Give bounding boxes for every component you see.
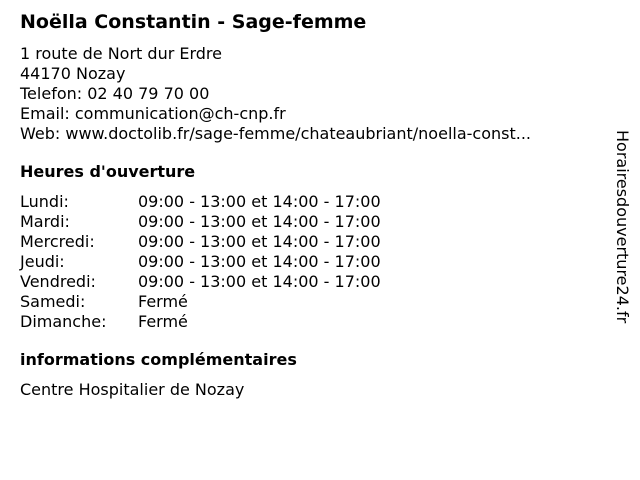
additional-info-text: Centre Hospitalier de Nozay <box>20 380 245 399</box>
hours-time: 09:00 - 13:00 et 14:00 - 17:00 <box>138 272 381 291</box>
hours-day: Dimanche: <box>20 312 107 331</box>
hours-day: Mardi: <box>20 212 70 231</box>
business-card <box>20 10 600 400</box>
hours-time: 09:00 - 13:00 et 14:00 - 17:00 <box>138 212 381 231</box>
hours-row <box>20 292 600 312</box>
address-street: 1 route de Nort dur Erdre <box>20 44 222 63</box>
phone-line: Telefon: 02 40 79 70 00 <box>20 84 210 103</box>
hours-time: 09:00 - 13:00 et 14:00 - 17:00 <box>138 252 381 271</box>
address-city: 44170 Nozay <box>20 64 126 83</box>
hours-row <box>20 232 600 252</box>
hours-time: Fermé <box>138 312 188 331</box>
page-title: Noëlla Constantin - Sage-femme <box>20 11 367 33</box>
hours-day: Lundi: <box>20 192 69 211</box>
web-line: Web: www.doctolib.fr/sage-femme/chateaubriant/noella-const... <box>20 124 531 143</box>
hours-row <box>20 312 600 332</box>
hours-row <box>20 252 600 272</box>
hours-row <box>20 212 600 232</box>
hours-row <box>20 192 600 212</box>
hours-day: Mercredi: <box>20 232 95 251</box>
hours-time: 09:00 - 13:00 et 14:00 - 17:00 <box>138 232 381 251</box>
additional-info-heading: informations complémentaires <box>20 350 297 369</box>
hours-time: Fermé <box>138 292 188 311</box>
opening-hours-heading: Heures d'ouverture <box>20 162 196 181</box>
hours-day: Vendredi: <box>20 272 96 291</box>
hours-day: Samedi: <box>20 292 86 311</box>
hours-row <box>20 272 600 292</box>
brand-watermark: Horairesdouverture24.fr <box>613 130 632 324</box>
address-block <box>20 44 600 144</box>
hours-day: Jeudi: <box>20 252 65 271</box>
hours-time: 09:00 - 13:00 et 14:00 - 17:00 <box>138 192 381 211</box>
opening-hours-table <box>20 192 600 332</box>
email-line: Email: communication@ch-cnp.fr <box>20 104 286 123</box>
